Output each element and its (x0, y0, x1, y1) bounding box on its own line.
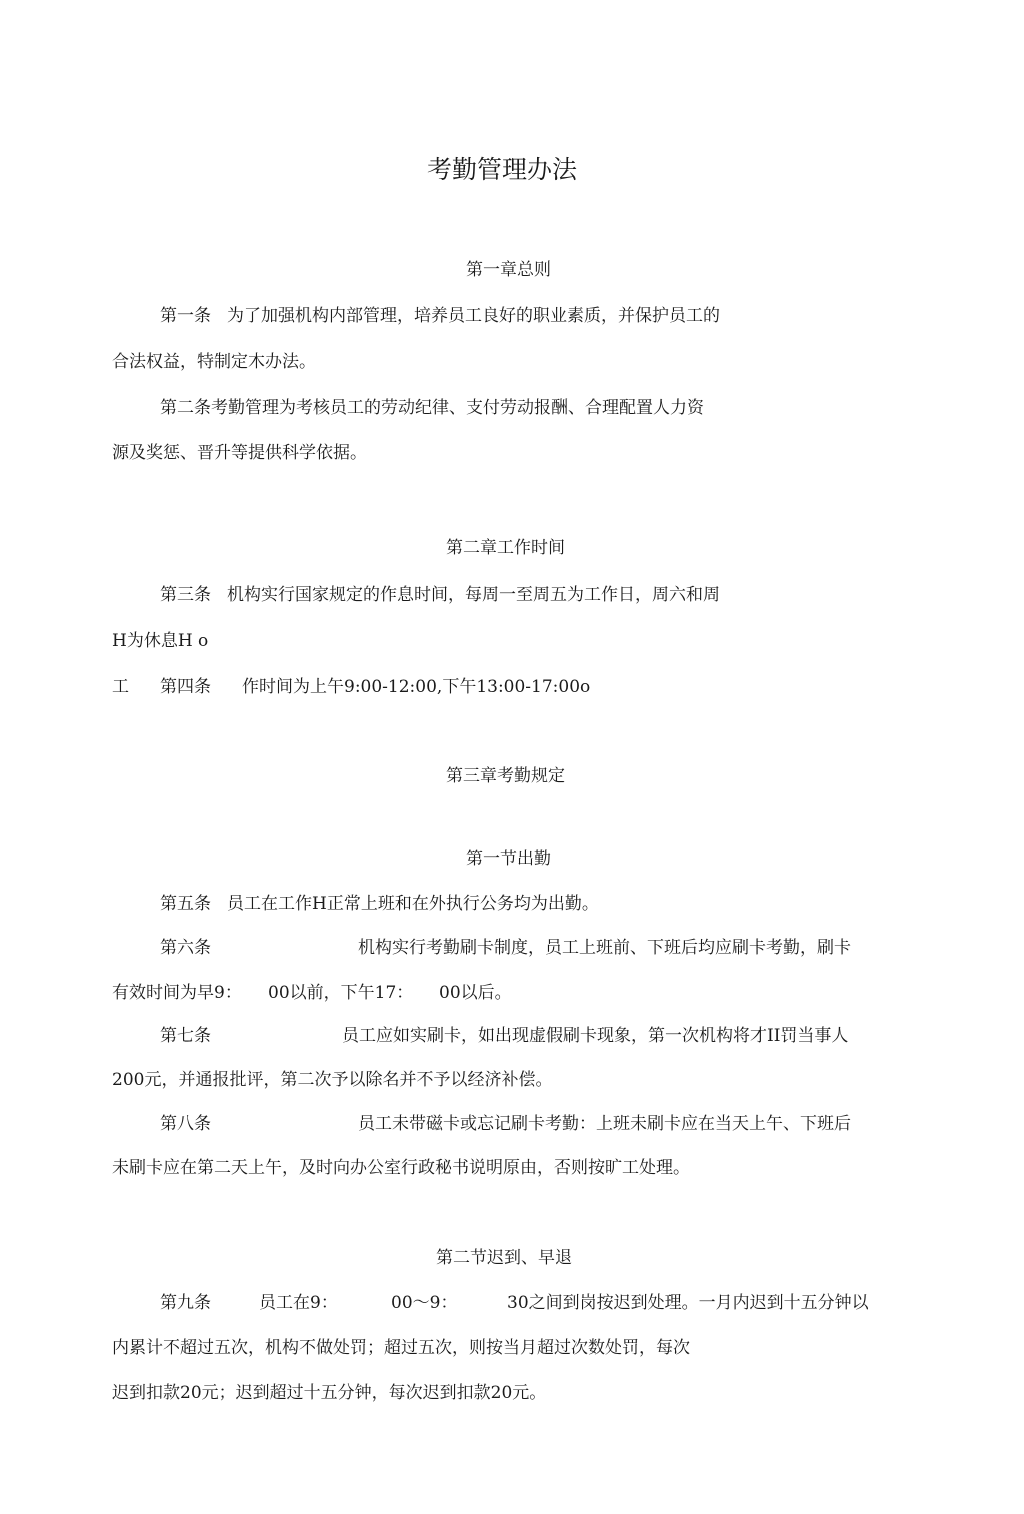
article-8-label: 第八条 (160, 1114, 211, 1134)
article-4-text: 作时间为上午9:00-12:00,下午13:00-17:00o (242, 677, 591, 697)
article-1-label: 第一条 (160, 306, 211, 326)
chapter-3-heading: 第三章考勤规定 (446, 766, 565, 786)
article-3-line-2: H为休息H o (112, 631, 209, 651)
article-5-text: 员工在工作H正常上班和在外执行公务均为出勤。 (227, 894, 599, 914)
article-3-line-1: 机构实行国家规定的作息时间，每周一至周五为工作日，周六和周 (227, 585, 720, 605)
article-5-label: 第五条 (160, 894, 211, 914)
article-4-prefix: 工 (112, 677, 129, 697)
article-4-label: 第四条 (160, 677, 211, 697)
article-6-line-2b: 00以前，下午17： (268, 983, 414, 1003)
article-2-line-1: 第二条考勤管理为考核员工的劳动纪律、支付劳动报酬、合理配置人力资 (160, 398, 704, 418)
article-6-line-2a: 有效时间为早9： (112, 983, 242, 1003)
article-6-line-2c: 00以后。 (439, 983, 512, 1003)
article-9-seg-a: 员工在9： (259, 1293, 338, 1313)
article-6-line-1: 机构实行考勤刷卡制度，员工上班前、下班后均应刷卡考勤，刷卡 (358, 938, 851, 958)
article-7-line-1: 员工应如实刷卡，如出现虚假刷卡现象，第一次机构将才II罚当事人 (342, 1026, 849, 1046)
chapter-2-heading: 第二章工作时间 (446, 538, 565, 558)
article-9-line-2: 内累计不超过五次，机构不做处罚；超过五次，则按当月超过次数处罚，每次 (112, 1338, 690, 1358)
section-1-heading: 第一节出勤 (466, 849, 551, 869)
article-7-line-2: 200元，并通报批评，第二次予以除名并不予以经济补偿。 (112, 1070, 553, 1090)
article-9-line-3: 迟到扣款20元；迟到超过十五分钟，每次迟到扣款20元。 (112, 1383, 547, 1403)
article-8-line-1: 员工未带磁卡或忘记刷卡考勤：上班未刷卡应在当天上午、下班后 (358, 1114, 851, 1134)
article-9-seg-c: 30之间到岗按迟到处理。一月内迟到十五分钟以 (507, 1293, 869, 1313)
article-7-label: 第七条 (160, 1026, 211, 1046)
article-1-line-2: 合法权益，特制定木办法。 (112, 352, 316, 372)
section-2-heading: 第二节迟到、早退 (436, 1248, 572, 1268)
article-3-label: 第三条 (160, 585, 211, 605)
article-1-line-1: 为了加强机构内部管理，培养员工良好的职业素质，并保护员工的 (227, 306, 720, 326)
article-2-line-2: 源及奖惩、晋升等提供科学依据。 (112, 443, 367, 463)
article-9-seg-b: 00〜9： (391, 1293, 458, 1313)
article-6-label: 第六条 (160, 938, 211, 958)
article-9-label: 第九条 (160, 1293, 211, 1313)
document-title: 考勤管理办法 (427, 155, 578, 184)
article-8-line-2: 未刷卡应在第二天上午，及时向办公室行政秘书说明原由，否则按旷工处理。 (112, 1158, 690, 1178)
chapter-1-heading: 第一章总则 (466, 260, 551, 280)
